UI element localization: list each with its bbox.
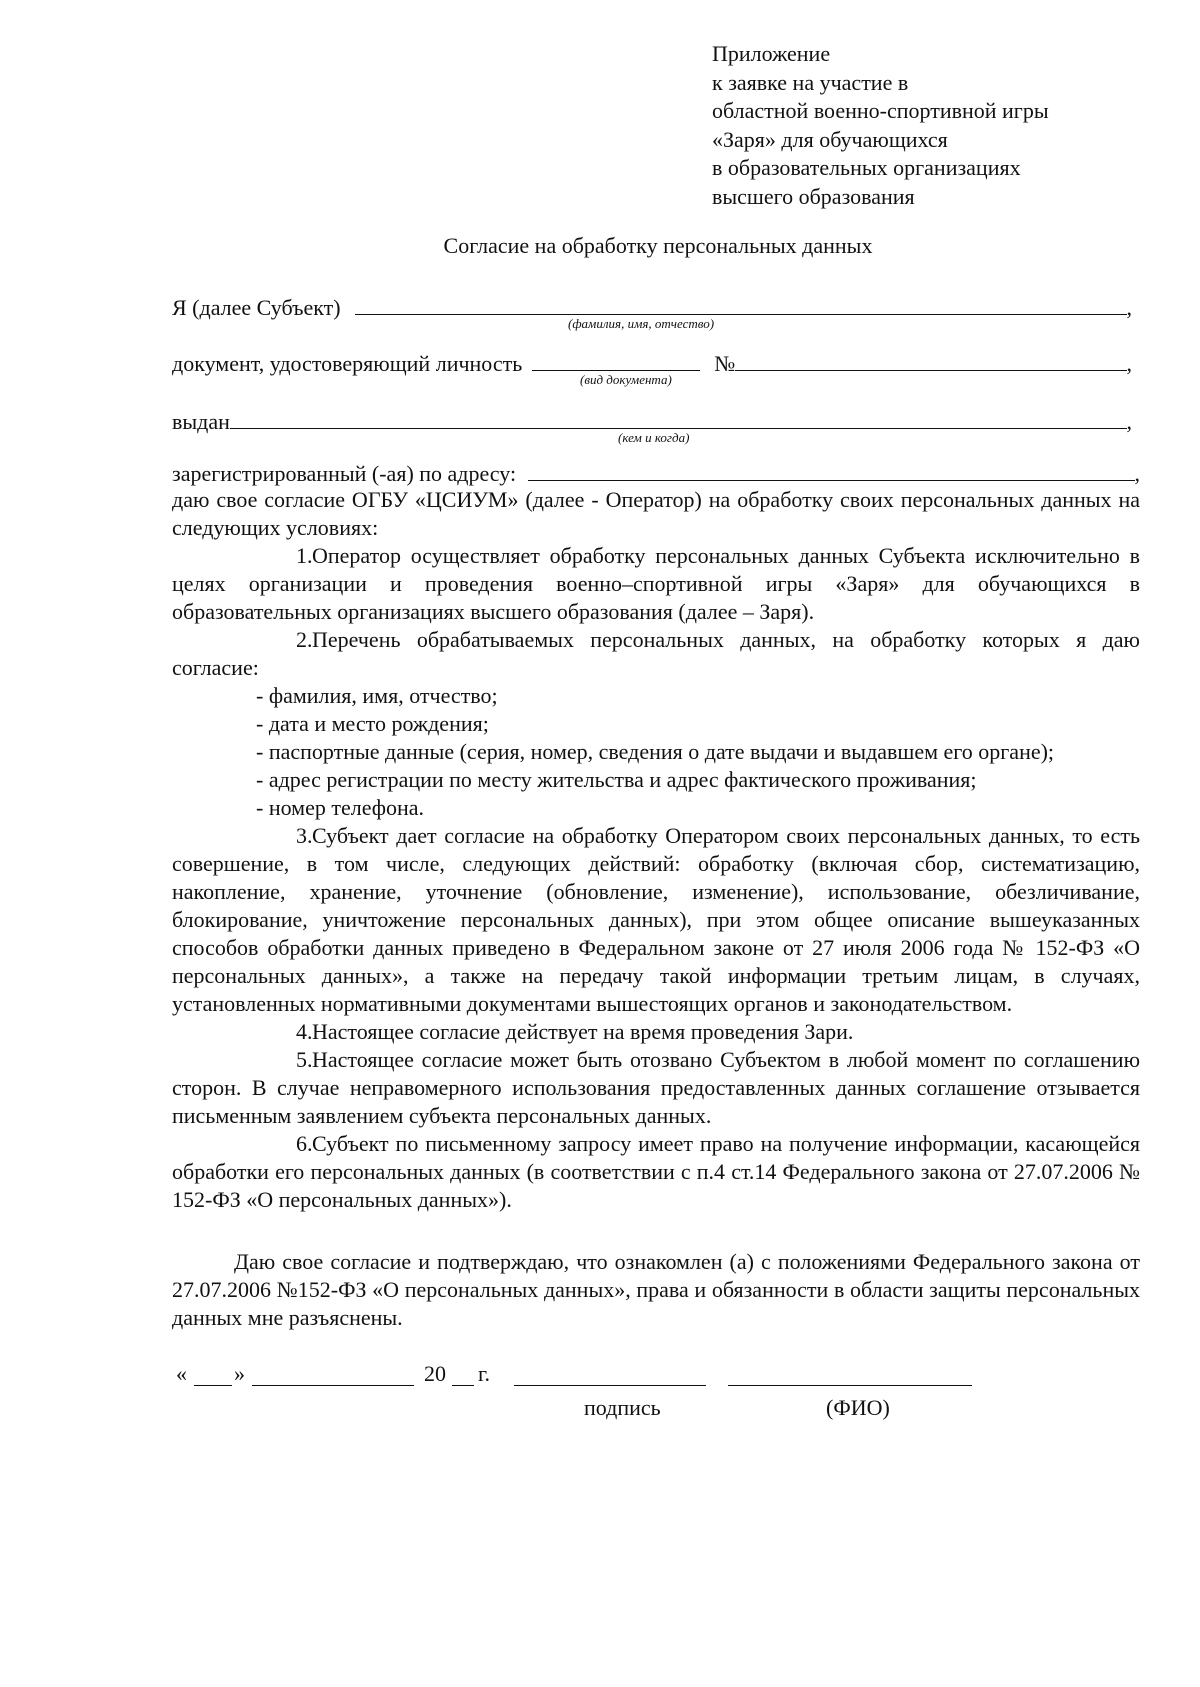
- appendix-line: «Заря» для обучающихся: [712, 126, 948, 152]
- identity-document-field: [172, 348, 1132, 387]
- clause-3: [172, 822, 1140, 1018]
- clause-2: [172, 626, 1140, 682]
- quote-open: «: [176, 1361, 187, 1386]
- issued-hint: (кем и когда): [618, 430, 690, 445]
- signature-blank[interactable]: [514, 1384, 706, 1386]
- subject-field: [172, 292, 1132, 331]
- doc-number-blank[interactable]: [735, 348, 1126, 371]
- signature-block: [172, 1360, 1140, 1420]
- comma: ,: [1126, 295, 1132, 320]
- data-list: [172, 682, 1140, 822]
- comma: ,: [1126, 351, 1132, 376]
- issued-label: выдан: [172, 409, 230, 434]
- list-item: - адрес регистрации по месту жительства и адрес фактического проживания;: [256, 767, 977, 792]
- issued-field: [172, 406, 1132, 445]
- doc-number-label: №: [714, 351, 736, 376]
- day-blank[interactable]: [194, 1384, 232, 1386]
- clause-text: Перечень обрабатываемых персональных данных, на обработку которых я даю согласие:: [172, 627, 1140, 680]
- clause-text: Настоящее согласие может быть отозвано Субъектом в любой момент по соглашению сторон. В случае неправомерного использования предоставленных данных соглашение отзывается письменным заявлением субъекта персональных данных.: [172, 1047, 1140, 1128]
- address-blank[interactable]: [528, 458, 1134, 481]
- clause-6: [172, 1130, 1140, 1214]
- clause-4: [172, 1018, 1140, 1046]
- comma: ,: [1134, 461, 1140, 486]
- comma: ,: [1126, 409, 1132, 434]
- clause-1: [172, 542, 1140, 626]
- clause-number: 6.: [296, 1131, 313, 1156]
- month-blank[interactable]: [252, 1384, 414, 1386]
- year-suffix: г.: [478, 1361, 491, 1386]
- doc-hint: (вид документа): [580, 372, 672, 387]
- year-blank[interactable]: [452, 1384, 474, 1386]
- clause-number: 3.: [296, 823, 313, 848]
- doc-label: документ, удостоверяющий личность: [172, 351, 523, 376]
- intro-paragraph: даю свое согласие ОГБУ «ЦСИУМ» (далее - Оператор) на обработку своих персональных данных на следующих условиях:: [172, 487, 1140, 540]
- final-statement: Даю свое согласие и подтверждаю, что ознакомлен (а) с положениями Федерального закона от 27.07.2006 №152-ФЗ «О персональных данных», права и обязанности в области защиты персональных данных мне разъяснены.: [172, 1249, 1140, 1330]
- consent-body: [172, 458, 1140, 1214]
- issued-blank[interactable]: [230, 406, 1127, 429]
- signature-label: подпись: [584, 1395, 661, 1420]
- clause-5: [172, 1046, 1140, 1130]
- list-item: - паспортные данные (серия, номер, сведения о дате выдачи и выдавшем его органе);: [256, 739, 1055, 764]
- name-label: (ФИО): [826, 1395, 890, 1420]
- clause-text: Субъект по письменному запросу имеет право на получение информации, касающейся обработки его персональных данных (в соответствии с п.4 ст.14 Федерального закона от 27.07.2006 № 152-ФЗ «О персональных данных»).: [172, 1131, 1140, 1212]
- document-title: Согласие на обработку персональных данных: [443, 233, 873, 258]
- subject-hint: (фамилия, имя, отчество): [568, 316, 715, 331]
- list-item: - фамилия, имя, отчество;: [256, 683, 498, 708]
- full-name-blank[interactable]: [728, 1384, 972, 1386]
- clause-text: Оператор осуществляет обработку персональных данных Субъекта исключительно в целях организации и проведения военно–спортивной игры «Заря» для обучающихся в образовательных организациях высшего образования (далее – Заря).: [172, 543, 1140, 624]
- doc-type-blank[interactable]: [532, 348, 700, 371]
- clause-number: 5.: [296, 1047, 313, 1072]
- clause-number: 1.: [296, 543, 313, 568]
- clause-text: Настоящее согласие действует на время проведения Зари.: [312, 1019, 854, 1044]
- appendix-line: областной военно-спортивной игры: [712, 98, 1049, 123]
- clause-number: 2.: [296, 627, 313, 652]
- address-field: [172, 458, 1140, 486]
- list-item: - дата и место рождения;: [256, 711, 489, 736]
- list-item: - номер телефона.: [256, 795, 425, 820]
- appendix-line: высшего образования: [712, 183, 915, 209]
- appendix-line: Приложение: [712, 41, 831, 66]
- subject-name-blank[interactable]: [355, 292, 1127, 315]
- appendix-line: в образовательных организациях: [712, 155, 1021, 180]
- clause-number: 4.: [296, 1019, 313, 1044]
- appendix-header: [712, 40, 1152, 211]
- quote-close: »: [234, 1361, 245, 1386]
- year-prefix: 20: [424, 1361, 446, 1386]
- clause-text: Субъект дает согласие на обработку Оператором своих персональных данных, то есть совершение, в том числе, следующих действий: обработку (включая сбор, систематизацию, накопление, хранение, уточнение (обновление, изменение), использование, обезличивание, блокирование, уничтожение персональных данных), при этом общее описание вышеуказанных способов обработки данных приведено в Федеральном законе от 27 июля 2006 года № 152-ФЗ «О персональных данных», а также на передачу такой информации третьим лицам, в случаях, установленных нормативными документами вышестоящих органов и законодательством.: [172, 823, 1140, 1016]
- subject-label: Я (далее Субъект): [172, 295, 341, 320]
- appendix-line: к заявке на участие в: [712, 69, 909, 95]
- address-label: зарегистрированный (-ая) по адресу:: [172, 461, 517, 486]
